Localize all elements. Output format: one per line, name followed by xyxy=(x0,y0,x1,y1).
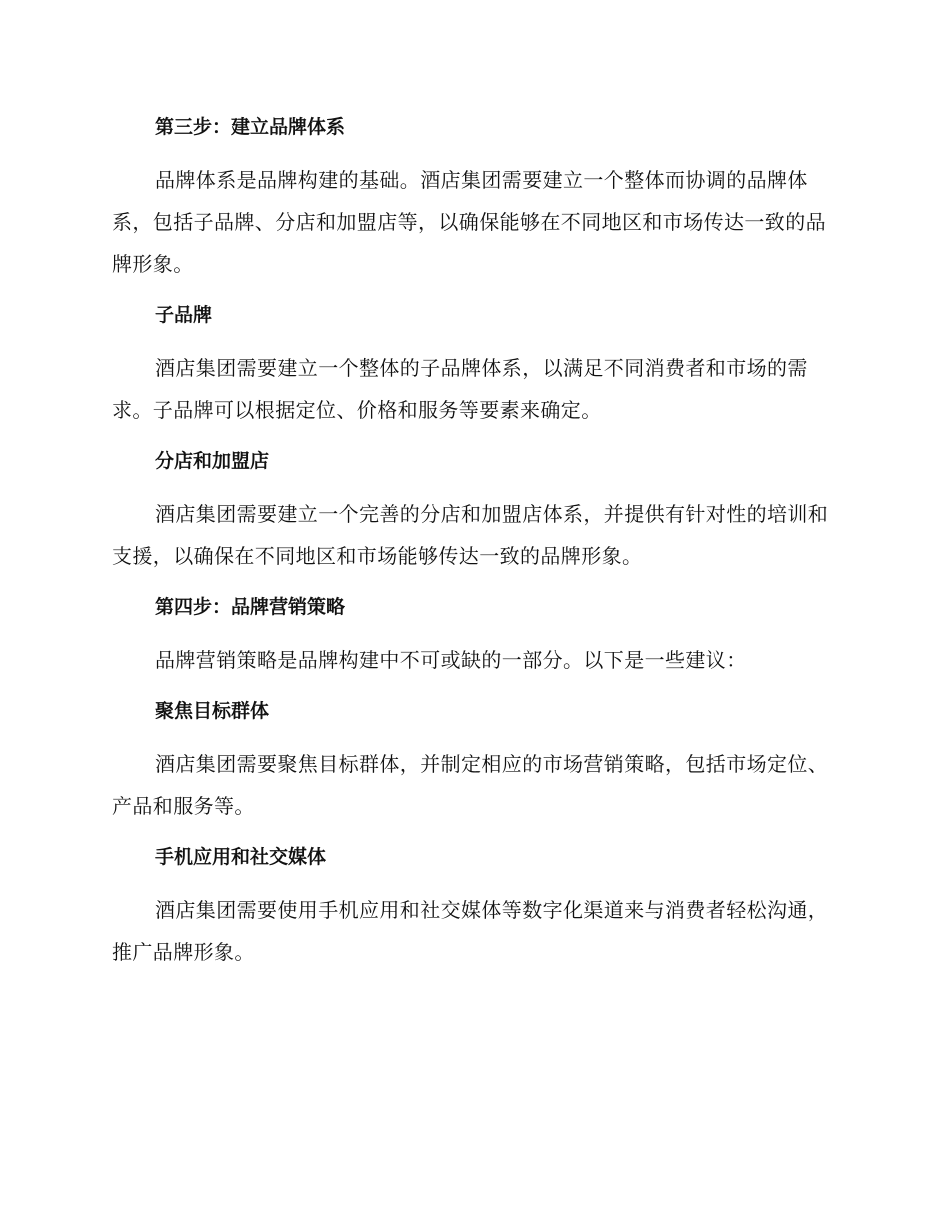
paragraph-branches: 酒店集团需要建立一个完善的分店和加盟店体系，并提供有针对性的培训和支援，以确保在不同地区和市场能够传达一致的品牌形象。 xyxy=(112,502,829,568)
paragraph-brand-system: 品牌体系是品牌构建的基础。酒店集团需要建立一个整体而协调的品牌体系，包括子品牌、分店和加盟店等，以确保能够在不同地区和市场传达一致的品牌形象。 xyxy=(112,168,826,276)
paragraph-marketing-intro: 品牌营销策略是品牌构建中不可或缺的一部分。以下是一些建议： xyxy=(155,648,747,672)
subheading-mobile-social: 手机应用和社交媒体 xyxy=(155,846,327,868)
document-body xyxy=(112,107,832,973)
subheading-branches: 分店和加盟店 xyxy=(155,450,270,472)
section-heading-step4: 第四步：品牌营销策略 xyxy=(155,596,346,618)
section-heading-step3: 第三步：建立品牌体系 xyxy=(155,116,346,138)
paragraph-target-group: 酒店集团需要聚焦目标群体，并制定相应的市场营销策略，包括市场定位、产品和服务等。 xyxy=(112,752,829,818)
paragraph-sub-brand: 酒店集团需要建立一个整体的子品牌体系，以满足不同消费者和市场的需求。子品牌可以根据定位、价格和服务等要素来确定。 xyxy=(112,356,808,422)
paragraph-mobile-social: 酒店集团需要使用手机应用和社交媒体等数字化渠道来与消费者轻松沟通，推广品牌形象。 xyxy=(112,898,829,964)
subheading-target-group: 聚焦目标群体 xyxy=(155,700,270,722)
subheading-sub-brand: 子品牌 xyxy=(155,304,213,326)
